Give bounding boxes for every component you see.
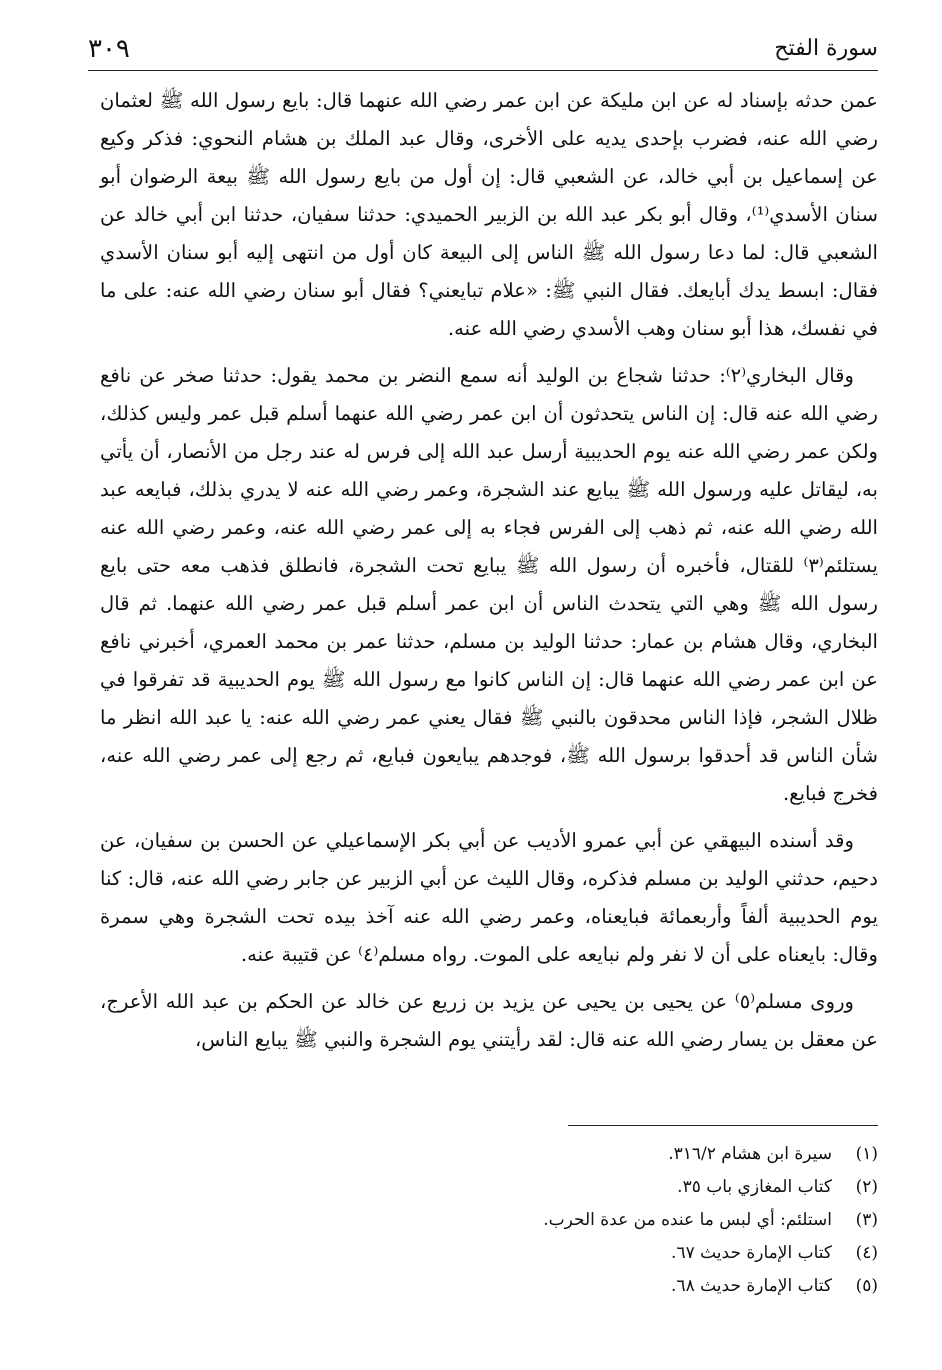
main-text (100, 82, 878, 1068)
paragraph: وقد أسنده البيهقي عن أبي عمرو الأديب عن أبي بكر الإسماعيلي عن الحسن بن سفيان، عن دحيم، حدثني الوليد بن مسلم فذكره، وقال الليث عن أبي الزبير عن جابر رضي الله عنه، قال: كنا يوم الحديبية ألفاً وأربعمائة فبايعناه، وعمر رضي الله عنه آخذ بيده تحت الشجرة وهي سمرة وقال: بايعناه على أن لا نفر ولم نبايعه على الموت. رواه مسلم⁽٤⁾ عن قتيبة عنه. (100, 829, 878, 966)
paragraph: عمن حدثه بإسناد له عن ابن مليكة عن ابن عمر رضي الله عنهما قال: بايع رسول الله ﷺ لعثمان رضي الله عنه، فضرب بإحدى يديه على الأخرى، وقال عبد الملك بن هشام النحوي: فذكر وكيع عن إسماعيل بن أبي خالد، عن الشعبي قال: إن أول من بايع رسول الله ﷺ بيعة الرضوان أبو سنان الأسدي⁽¹⁾، وقال أبو بكر عبد الله بن الزبير الحميدي: حدثنا سفيان، حدثنا ابن أبي خالد عن الشعبي قال: لما دعا رسول الله ﷺ الناس إلى البيعة كان أول من انتهى إليه أبو سنان الأسدي فقال: ابسط يدك أبايعك. فقال النبي ﷺ: «علام تبايعني؟ فقال أبو سنان رضي الله عنه: على ما في نفسك، هذا أبو سنان وهب الأسدي رضي الله عنه. (100, 89, 879, 340)
footnote (300, 1138, 878, 1171)
footnote-number: (٤) (855, 1243, 878, 1263)
footnote-number: (٢) (855, 1177, 878, 1197)
paragraph: وروى مسلم⁽٥⁾ عن يحيى بن يحيى عن يزيد بن زريع عن خالد عن الحكم بن عبد الله الأعرج، عن معقل بن يسار رضي الله عنه قال: لقد رأيتني يوم الشجرة والنبي ﷺ يبايع الناس، (100, 990, 878, 1051)
footnote-text: كتاب الإمارة حديث ٦٨. (671, 1276, 832, 1296)
sura-title: سورة الفتح (774, 36, 878, 61)
footnote-text: كتاب المغازي باب ٣٥. (677, 1177, 832, 1197)
footnote (300, 1270, 878, 1303)
paragraph: وقال البخاري⁽٢⁾: حدثنا شجاع بن الوليد أنه سمع النضر بن محمد يقول: حدثنا صخر عن نافع رضي الله عنه قال: إن الناس يتحدثون أن ابن عمر رضي الله عنهما أسلم قبل عمر وليس كذلك، ولكن عمر رضي الله عنه يوم الحديبية أرسل عبد الله إلى فرس له عند رجل من الأنصار، أن يأتي به، ليقاتل عليه ورسول الله ﷺ يبايع عند الشجرة، وعمر رضي الله عنه لا يدري بذلك، فبايعه عبد الله رضي الله عنه، ثم ذهب إلى الفرس فجاء به إلى عمر رضي الله عنه، وعمر رضي الله عنه يستلئم⁽٣⁾ للقتال، فأخبره أن رسول الله ﷺ يبايع تحت الشجرة، فانطلق فذهب معه حتى بايع رسول الله ﷺ وهي التي يتحدث الناس أن ابن عمر أسلم قبل عمر رضي الله عنهما. ثم قال البخاري، وقال هشام بن عمار: حدثنا الوليد بن مسلم، حدثنا عمر بن محمد العمري، أخبرني نافع عن ابن عمر رضي الله عنهما قال: إن الناس كانوا مع رسول الله ﷺ يوم الحديبية قد تفرقوا في ظلال الشجر، فإذا الناس محدقون بالنبي ﷺ فقال يعني عمر رضي الله عنه: يا عبد الله انظر ما شأن الناس قد أحدقوا برسول الله ﷺ، فوجدهم يبايعون فبايع، ثم رجع إلى عمر رضي الله عنه، فخرج فبايع. (100, 364, 878, 805)
footnote-number: (٣) (855, 1210, 878, 1230)
footnote-text: كتاب الإمارة حديث ٦٧. (671, 1243, 832, 1263)
footnote (300, 1204, 878, 1237)
footnote (300, 1171, 878, 1204)
footnote-number: (٥) (855, 1276, 878, 1296)
footnote (300, 1237, 878, 1270)
footnote-text: سيرة ابن هشام ٣١٦/٢. (668, 1144, 832, 1164)
footnote-text: استلئم: أي لبس ما عنده من عدة الحرب. (543, 1210, 832, 1230)
page-header (88, 30, 878, 71)
footnotes (300, 1138, 878, 1303)
footnote-number: (١) (855, 1144, 878, 1164)
page-number: ٣٠٩ (88, 34, 130, 64)
footnote-divider (568, 1125, 878, 1126)
